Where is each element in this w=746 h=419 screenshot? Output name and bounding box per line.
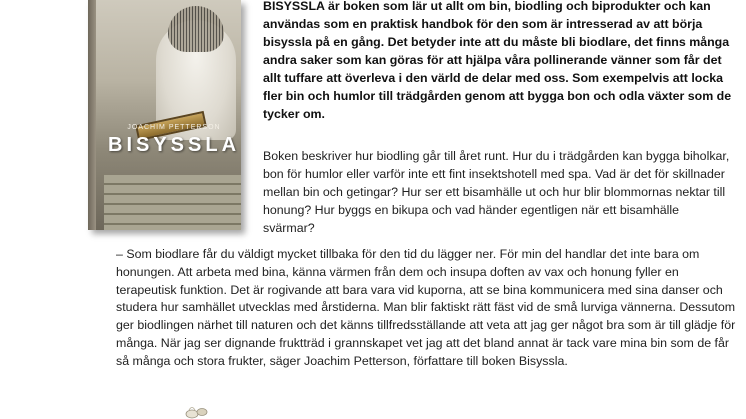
bee-illustration-icon	[180, 405, 214, 419]
quote-paragraph: – Som biodlare får du väldigt mycket tillbaka för den tid du lägger ner. För min del handlar det inte bara om honungen. Att arbeta med bina, känna värmen från dem och insupa doften av vax och honung fyller en terapeutisk funktion. Det är rogivande att bara vara vid kuporna, att se bina kommunicera med sina danser och studera hur samhället utvecklas med årstiderna. Man blir faktiskt rätt fäst vid de små lurviga vännerna. Dessutom ger biodlingen närhet till naturen och det känns tillfredsställande att veta att jag ger något bra som är till glädje för många. När jag ser dignande fruktträd i grannskapet vet jag att det bland annat är tack vare mina bin som de får så många och stora frukter, säger Joachim Petterson, författare till boken Bisyssla.	[116, 247, 736, 368]
description-paragraph: Boken beskriver hur biodling går till året runt. Hur du i trädgården kan bygga biholkar, bon för humlor eller varför inte ett fint insektshotell med spa. Vad är det för skillnader mellan bin och getingar? Hur ser ett bisamhälle ut och hur blir blommornas nektar till honung? Hur byggs en bikupa och vad händer egentligen när ett bisamhälle svärmar?	[263, 149, 730, 235]
book-spine	[88, 0, 96, 230]
beehives	[104, 175, 241, 230]
book-author: JOACHIM PETTERSON	[127, 124, 221, 131]
intro-paragraph: BISYSSLA är boken som lär ut allt om bin, biodling och biprodukter och kan användas som en praktisk handbok för den som är intresserad av att börja bisyssla på en gång. Det betyder inte att du måste bli biodlare, det finns många andra saker som kan göras för att hjälpa våra pollinerande vänner som får det allt tuffare att överleva i den värld de delar med oss. Som exempelvis att locka fler bin och humlor till trädgården genom att bygga bon och odla växter som de tycker om.	[263, 0, 732, 121]
beekeeper-photo	[96, 0, 241, 230]
beekeeper-veil	[168, 6, 224, 52]
book-title: BISYSSLA	[108, 134, 241, 156]
book-cover-image	[88, 0, 241, 230]
